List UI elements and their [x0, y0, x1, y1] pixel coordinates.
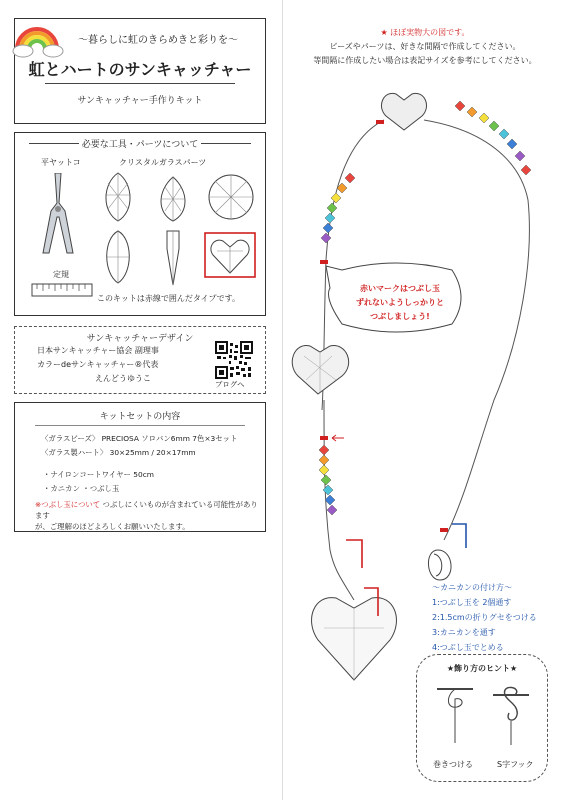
kit-clasp: ・カニカン ・つぶし玉	[43, 484, 120, 493]
pliers-label: 平ヤットコ	[41, 158, 81, 167]
crimp-arrow	[332, 435, 344, 441]
designer-heading: サンキャッチャーデザイン	[86, 334, 194, 344]
note-star: ★ ほぼ実物大の図です。	[380, 28, 470, 37]
bead-column-right	[455, 101, 531, 175]
kit-box	[14, 402, 266, 532]
tagline: ～暮らしに虹のきらめきと彩りを～	[78, 35, 238, 46]
bead	[521, 165, 531, 175]
life-size-note	[290, 26, 560, 68]
bead	[319, 455, 329, 465]
wire-drop	[330, 550, 354, 600]
lobster-clasp-icon	[428, 550, 451, 580]
kit-heading: キットセットの内容	[99, 412, 181, 422]
bead	[345, 173, 355, 183]
hint-box	[416, 654, 548, 782]
bead	[325, 495, 335, 505]
kit-note-line2: が、ご理解のほどよろしくお願いいたします。	[35, 522, 190, 531]
tools-box	[14, 132, 266, 316]
bead	[331, 193, 341, 203]
hint-wrap-label: 巻きつける	[433, 760, 473, 769]
note-spacing: ビーズやパーツは、好きな間隔で作成してください。	[329, 42, 521, 51]
wrap-hook-icon	[435, 683, 475, 753]
crystals-label: クリスタルガラスパーツ	[119, 158, 207, 167]
callout-line1: 赤いマークはつぶし玉	[360, 284, 440, 293]
callout-line2: ずれないようしっかりと	[356, 298, 444, 307]
header-box	[14, 18, 266, 124]
bead-column-left	[321, 173, 355, 243]
step-3: 3:カニカンを通す	[432, 628, 496, 637]
ruler-icon	[31, 283, 93, 297]
bead-column-lower	[319, 445, 337, 515]
title-divider	[45, 83, 235, 84]
hint-title: ★飾り方のヒント★	[446, 664, 518, 673]
bead	[323, 485, 333, 495]
clasp-title: ～カニカンの付け方～	[432, 583, 512, 592]
fold-divider	[282, 0, 283, 800]
crimp-marker	[320, 436, 328, 440]
bead	[325, 213, 335, 223]
kit-hearts: 〈ガラス製ハート〉 30×25mm / 20×17mm	[41, 448, 196, 457]
tools-heading: 必要な工具・パーツについて	[81, 140, 199, 150]
bead	[319, 465, 329, 475]
step-1: 1:つぶし玉を 2個通す	[432, 598, 512, 607]
note-size: 等間隔に作成したい場合は表記サイズを参考にしてください。	[313, 56, 537, 65]
bead	[499, 129, 509, 139]
designer-box	[14, 326, 266, 394]
bead	[515, 151, 525, 161]
bead	[479, 113, 489, 123]
bead	[455, 101, 465, 111]
bead	[319, 445, 329, 455]
bead	[321, 233, 331, 243]
wire-lower	[324, 400, 330, 550]
blue-bracket	[452, 524, 466, 548]
bead	[327, 203, 337, 213]
designer-line3: えんどうゆうこ	[95, 374, 151, 383]
callout-line3: つぶしましょう!	[370, 312, 430, 321]
bead	[323, 223, 333, 233]
step-4: 4:つぶし玉でとめる	[432, 643, 504, 652]
designer-line2: カラーdeサンキャッチャー®代表	[37, 360, 159, 369]
bead	[467, 107, 477, 117]
kit-note-title: ※つぶし玉について	[35, 500, 101, 509]
bead	[507, 139, 517, 149]
bottom-heart	[312, 598, 397, 680]
top-heart	[381, 93, 426, 130]
red-bracket	[346, 540, 362, 568]
tools-note: このキットは赤線で囲んだタイプです。	[97, 294, 241, 303]
subtitle: サンキャッチャー手作りキット	[77, 96, 203, 106]
kit-note-body: つぶしにくいものが含まれている可能性があります	[35, 500, 258, 520]
qr-code-icon[interactable]	[215, 341, 253, 379]
middle-heart	[292, 346, 348, 394]
crystal-parts-icon	[93, 169, 259, 287]
bead	[489, 121, 499, 131]
clasp-steps	[432, 580, 537, 655]
crimp-marker	[376, 120, 384, 124]
blog-link[interactable]: ブログへ	[215, 380, 245, 389]
s-hook-icon	[491, 683, 531, 753]
pliers-icon	[37, 173, 79, 255]
bead	[321, 475, 331, 485]
step-2: 2:1.5cmの折りグセをつける	[432, 613, 537, 622]
ruler-label: 定規	[53, 270, 69, 279]
kit-wire: ・ナイロンコートワイヤー 50cm	[43, 470, 154, 479]
kit-note	[35, 499, 261, 532]
page-title: 虹とハートのサンキャッチャー	[28, 60, 252, 79]
hint-shook-label: S字フック	[497, 760, 534, 769]
crimp-marker	[440, 528, 448, 532]
bead	[327, 505, 337, 515]
designer-line1: 日本サンキャッチャー協会 副理事	[37, 346, 159, 355]
callout-text	[336, 282, 464, 324]
kit-beads: 〈ガラスビーズ〉 PRECIOSA ソロバン6mm 7色×3セット	[41, 434, 238, 443]
